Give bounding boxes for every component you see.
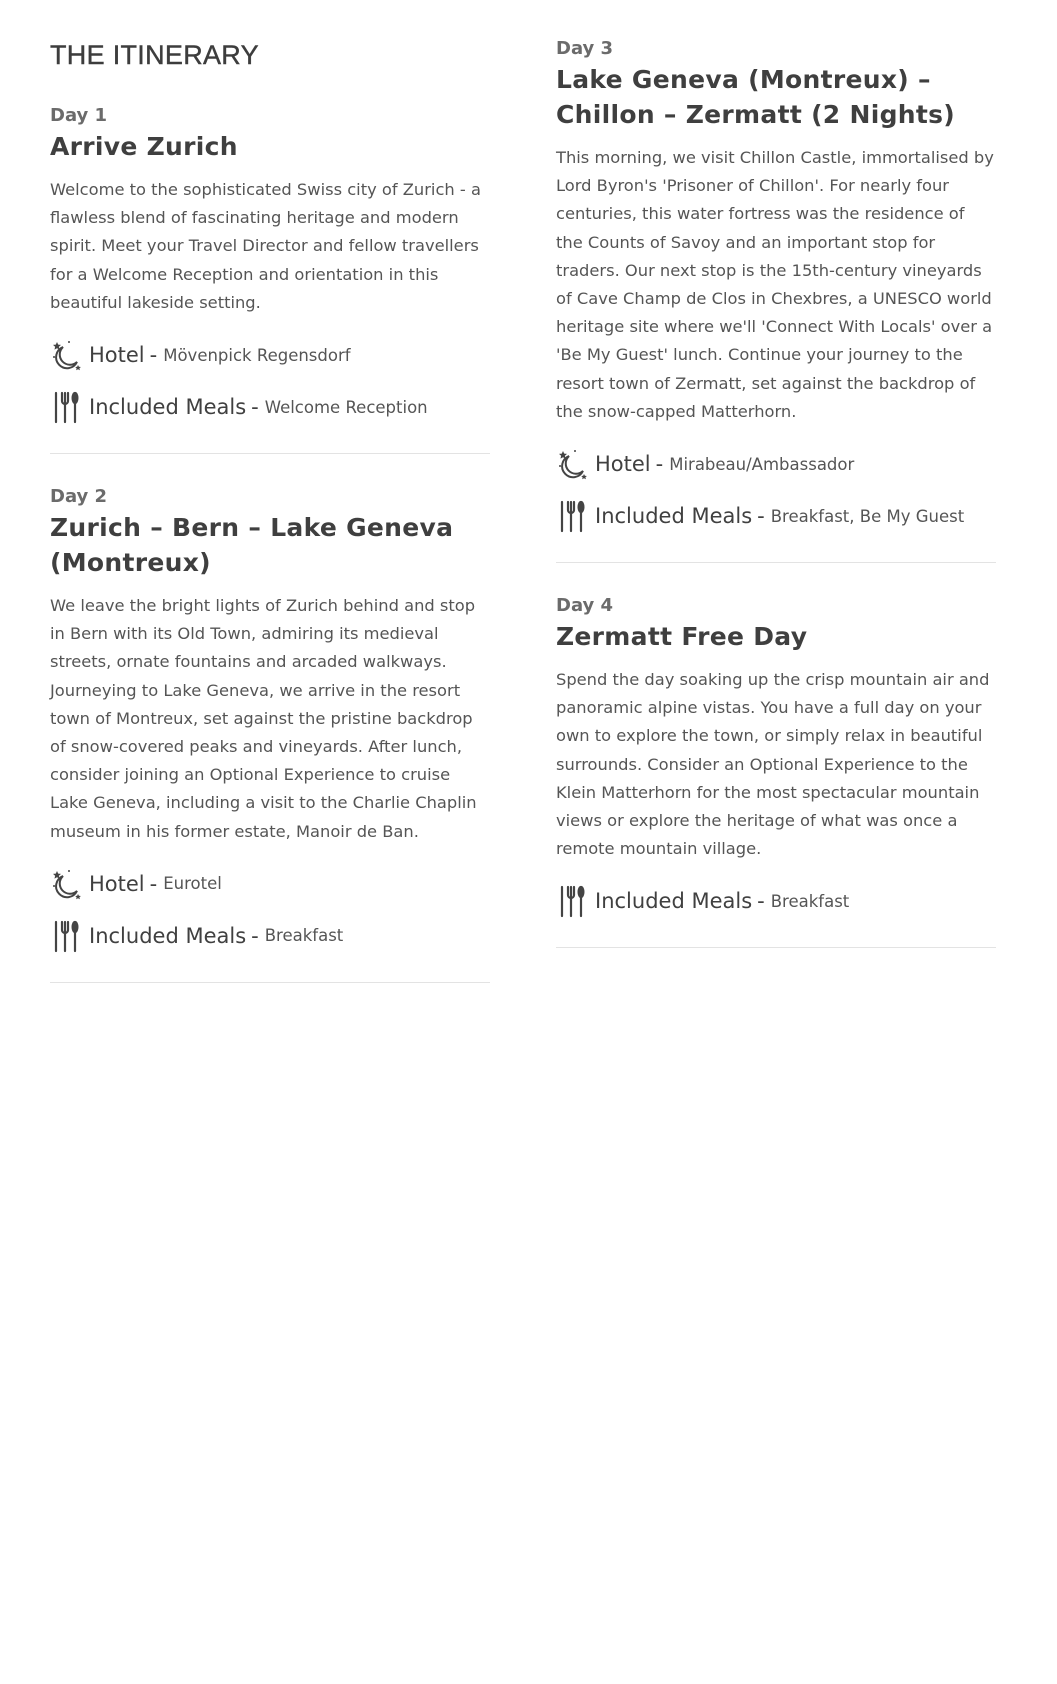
meals-value: Welcome Reception — [264, 397, 428, 417]
hotel-label: Hotel — [89, 343, 145, 368]
separator: - — [149, 343, 158, 368]
day-4 — [556, 595, 996, 948]
day-label: Day 1 — [50, 105, 108, 126]
separator: - — [757, 504, 765, 529]
separator: - — [655, 452, 664, 477]
separator: - — [149, 871, 158, 896]
meals-row — [50, 381, 490, 433]
hotel-row — [556, 438, 996, 490]
right-column — [556, 38, 996, 980]
cutlery-icon — [556, 884, 590, 918]
day-title: Arrive Zurich — [50, 132, 238, 161]
day-description: Spend the day soaking up the crisp mountain air and panoramic alpine vistas. You have a full day on your own to explore the town, or simply relax in beautiful surrounds. Consider an Optional Experience to the Klein Matterhorn for the most spectacular mountain views or explore the heritage of what was once a remote mountain village. — [556, 670, 990, 859]
hotel-value: Mirabeau/Ambassador — [669, 454, 855, 474]
day-title: Lake Geneva (Montreux) – Chillon – Zermatt (2 Nights) — [556, 65, 956, 129]
meals-label: Included Meals — [595, 504, 753, 529]
day-3 — [556, 38, 996, 563]
cutlery-icon — [50, 919, 84, 953]
day-description: Welcome to the sophisticated Swiss city of Zurich - a flawless blend of fascinating heritage and modern spirit. Meet your Travel Director and fellow travellers for a Welcome Reception and orientation in this beautiful lakeside setting. — [50, 180, 481, 312]
day-2 — [50, 486, 490, 983]
moon-stars-icon — [556, 447, 590, 481]
cutlery-icon — [556, 499, 590, 533]
separator: - — [251, 395, 259, 420]
meals-value: Breakfast — [770, 891, 850, 911]
hotel-row — [50, 858, 490, 910]
meals-label: Included Meals — [89, 923, 247, 948]
moon-stars-icon — [50, 338, 84, 372]
day-description: We leave the bright lights of Zurich behind and stop in Bern with its Old Town, admiring its medieval streets, ornate fountains and arcaded walkways. Journeying to Lake Geneva, we arrive in the resort town of Montreux, set against the pristine backdrop of snow-covered peaks and vineyards. After lunch, consider joining an Optional Experience to cruise Lake Geneva, including a visit to the Charlie Chaplin museum in his former estate, Manoir de Ban. — [50, 596, 477, 841]
meals-row — [556, 490, 996, 542]
day-label: Day 4 — [556, 595, 614, 617]
day-description: This morning, we visit Chillon Castle, immortalised by Lord Byron's 'Prisoner of Chillon'. For nearly four centuries, this water fortress was the residence of the Counts of Savoy and an important stop for traders. Our next stop is the 15th-century vineyards of Cave Champ de Clos in Chexbres, a UNESCO world heritage site where we'll 'Connect With Locals' over a 'Be My Guest' lunch. Continue your journey to the resort town of Zermatt, set against the backdrop of the snow-capped Matterhorn. — [556, 148, 994, 421]
meals-value: Breakfast — [264, 926, 344, 946]
day-label: Day 2 — [50, 486, 108, 508]
hotel-label: Hotel — [89, 871, 145, 896]
cutlery-icon — [50, 390, 84, 424]
day-1 — [50, 105, 490, 454]
meals-label: Included Meals — [595, 889, 753, 914]
hotel-value: Eurotel — [163, 874, 222, 894]
separator: - — [757, 889, 765, 914]
meals-value: Breakfast, Be My Guest — [770, 506, 965, 526]
meals-label: Included Meals — [89, 395, 247, 420]
moon-stars-icon — [50, 867, 84, 901]
meals-row — [556, 875, 996, 927]
hotel-label: Hotel — [595, 452, 651, 477]
day-label: Day 3 — [556, 38, 614, 59]
hotel-value: Mövenpick Regensdorf — [163, 345, 351, 365]
day-title: Zurich – Bern – Lake Geneva (Montreux) — [50, 513, 454, 578]
meals-row — [50, 910, 490, 962]
page-title: THE ITINERARY — [50, 40, 259, 70]
day-title: Zermatt Free Day — [556, 622, 808, 652]
separator: - — [251, 923, 259, 948]
hotel-row — [50, 329, 490, 381]
left-column — [50, 40, 490, 1015]
